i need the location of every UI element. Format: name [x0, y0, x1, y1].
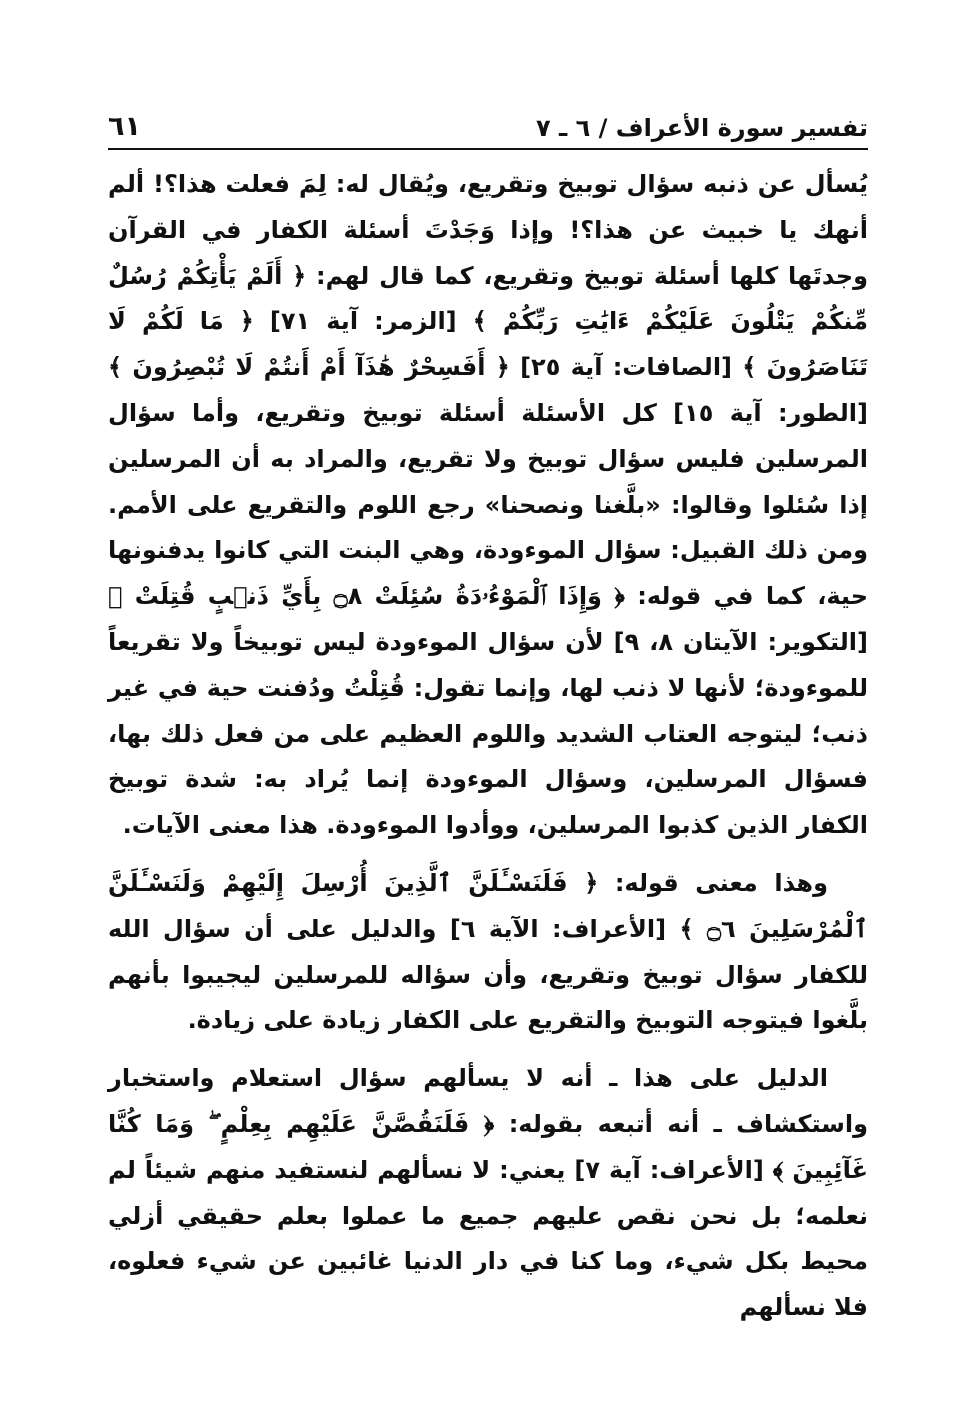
page-body [108, 162, 868, 1331]
paragraph-2: وهذا معنى قوله: ﴿ فَلَنَسْـَٔلَنَّ ٱلَّذِينَ أُرْسِلَ إِلَيْهِمْ وَلَنَسْـَٔلَنَّ ٱلْمُرْسَلِينَ ۝٦ ﴾ [الأعراف: الآية ٦] والدليل على أن سؤال الله للكفار سؤال توبيخ وتقريع، وأن سؤاله للمرسلين ليجيبوا بأنهم بلَّغوا فيتوجه التوبيخ والتقريع على الكفار زيادة على زيادة. [108, 868, 869, 1035]
page-header [108, 100, 868, 150]
paragraph-1: يُسأل عن ذنبه سؤال توبيخ وتقريع، ويُقال له: لِمَ فعلت هذا؟! ألم أنهك يا خبيث عن هذا؟! وإذا وَجَدْتَ أسئلة الكفار في القرآن وجدتَها كلها أسئلة توبيخ وتقريع، كما قال لهم: ﴿ أَلَمْ يَأْتِكُمْ رُسُلٌ مِّنكُمْ يَتْلُونَ عَلَيْكُمْ ءَايَٰتِ رَبِّكُمْ ﴾ [الزمر: آية ٧١] ﴿ مَا لَكُمْ لَا تَنَاصَرُونَ ﴾ [الصافات: آية ٢٥] ﴿ أَفَسِحْرٌ هَٰذَآ أَمْ أَنتُمْ لَا تُبْصِرُونَ ﴾ [الطور: آية ١٥] كل الأسئلة أسئلة توبيخ وتقريع، وأما سؤال المرسلين فليس سؤال توبيخ ولا تقريع، والمراد به أن المرسلين إذا سُئلوا وقالوا: «بلَّغنا ونصحنا» رجع اللوم والتقريع على الأمم. ومن ذلك القبيل: سؤال الموءودة، وهي البنت التي كانوا يدفنونها حية، كما في قوله: ﴿ وَإِذَا ٱلْمَوْءُۥدَةُ سُئِلَتْ ۝٨ بِأَيِّ ذَنۢبٍ قُتِلَتْ ﴾ [التكوير: الآيتان ٨، ٩] لأن سؤال الموءودة ليس توبيخاً ولا تقريعاً للموءودة؛ لأنها لا ذنب لها، وإنما تقول: قُتِلْتُ ودُفنت حية في غير ذنب؛ ليتوجه العتاب الشديد واللوم العظيم على من فعل ذلك بها، فسؤال المرسلين، وسؤال الموءودة إنما يُراد به: شدة توبيخ الكفار الذين كذبوا المرسلين، ووأدوا الموءودة. هذا معنى الآيات. [108, 170, 869, 840]
running-title: تفسير سورة الأعراف / ٦ ـ ٧ [535, 114, 868, 142]
book-page [108, 100, 868, 1331]
paragraph-3: الدليل على هذا ـ أنه لا يسألهم سؤال استعلام واستخبار واستكشاف ـ أنه أتبعه بقوله: ﴿ فَلَنَقُصَّنَّ عَلَيْهِم بِعِلْمٍ ۖ وَمَا كُنَّا غَآئِبِينَ ﴾ [الأعراف: آية ٧] يعني: لا نسألهم لنستفيد منهم شيئاً لم نعلمه؛ بل نحن نقص عليهم جميع ما عملوا بعلم حقيقي أزلي محيط بكل شيء، وما كنا في دار الدنيا غائبين عن شيء فعلوه، فلا نسألهم [108, 1064, 868, 1322]
page-number: ٦١ [108, 111, 141, 142]
